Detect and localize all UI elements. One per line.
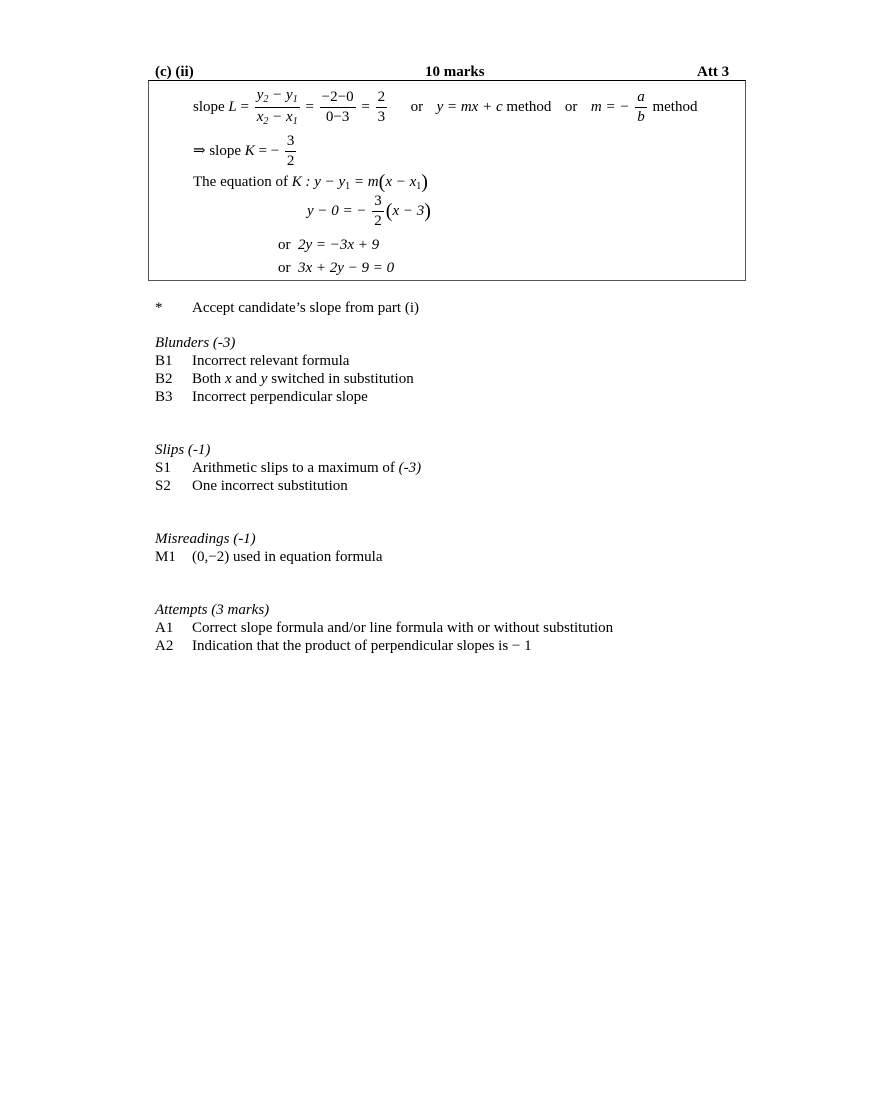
slips-title: Slips (-1) xyxy=(155,442,211,458)
or-text: or xyxy=(410,98,424,115)
slope-result-fraction: $\frac{2}{3}$ xyxy=(377,89,386,125)
list-item: A2 Indication that the product of perpendicular slopes is − 1 xyxy=(155,638,532,654)
equals-minus: = − xyxy=(258,142,280,159)
ymxc-text: y = mx + c xyxy=(436,98,503,115)
line2-fraction: $\frac{3}{2}$ xyxy=(374,193,382,229)
list-item: B3 Incorrect perpendicular slope xyxy=(155,389,368,405)
misreadings-title: Misreadings (-1) xyxy=(155,531,256,547)
attempt-label: Att 3 xyxy=(697,64,730,80)
slope-k-var: K xyxy=(244,142,255,159)
list-item: B2 Both x and y switched in substitution xyxy=(155,371,414,387)
equation-intro-text: The equation of xyxy=(193,174,288,190)
m-text: m = − xyxy=(590,98,630,115)
a-over-b-fraction: $\frac{a}{b}$ xyxy=(637,89,645,125)
note-text: Accept candidate’s slope from part (i) xyxy=(192,300,419,316)
list-item: M1 (0,−2) used in equation formula xyxy=(155,549,383,565)
blunders-title: Blunders (-3) xyxy=(155,335,236,351)
implies-text: ⇒ slope xyxy=(193,142,241,159)
list-item: S1 Arithmetic slips to a maximum of (-3) xyxy=(155,460,422,476)
note-star: * xyxy=(155,300,163,316)
method-text: method xyxy=(506,98,552,115)
or-text: or xyxy=(564,98,578,115)
slope-values-fraction: $\frac{-2-0}{0-3}$ xyxy=(321,89,354,125)
equation-intro-line: The equation of K : $y - y_1 = m(x - x_1)$ xyxy=(193,171,428,193)
attempts-title: Attempts (3 marks) xyxy=(155,602,270,618)
accept-note xyxy=(155,300,419,317)
list-item: S2 One incorrect substitution xyxy=(155,478,348,494)
equals-sign: = xyxy=(305,98,314,115)
method-text: method xyxy=(652,98,698,115)
equation-substituted-line: y − 0 = − $\frac{3}{2}$ (x − 3) xyxy=(307,193,431,229)
slope-l-var: L xyxy=(228,98,237,115)
list-item: A1 Correct slope formula and/or line formula with or without substitution xyxy=(155,620,614,636)
equals-sign: = xyxy=(240,98,249,115)
list-item: B1 Incorrect relevant formula xyxy=(155,353,350,369)
equation-form-2: or 2y = −3x + 9 xyxy=(278,237,380,253)
slope-k-fraction: $\frac{3}{2}$ xyxy=(286,133,295,169)
part-label: (c) (ii) xyxy=(155,64,194,80)
marks-label: 10 marks xyxy=(425,64,485,80)
slope-formula-fraction: $\frac{y_2 - y_1}{x_2 - x_1}$ xyxy=(256,87,298,127)
slope-k-line xyxy=(193,134,298,169)
equation-form-3: or 3x + 2y − 9 = 0 xyxy=(278,260,395,276)
slope-l-line xyxy=(193,88,697,127)
slope-text: slope xyxy=(193,98,225,115)
equals-sign: = xyxy=(361,98,370,115)
